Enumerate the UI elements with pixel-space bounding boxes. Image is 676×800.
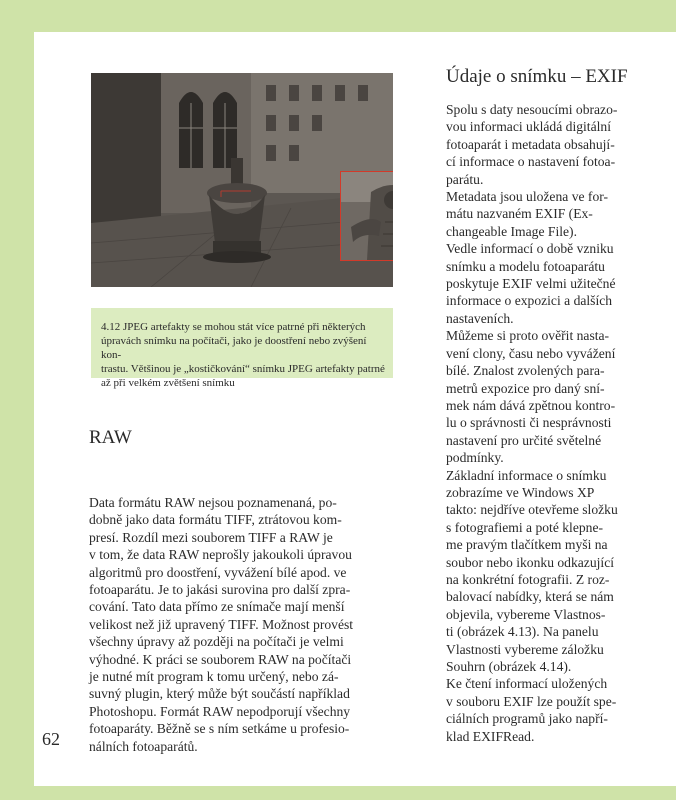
text-line: v souboru EXIF lze použít spe-	[446, 693, 617, 709]
text-line: zobrazíme ve Windows XP	[446, 484, 595, 500]
figure-caption	[101, 320, 385, 390]
text-line: Souhrn (obrázek 4.14).	[446, 659, 572, 674]
text-line: suvný plugin, který může být součástí například	[89, 686, 350, 702]
text-line: presí. Rozdíl mezi souborem TIFF a RAW je	[89, 529, 333, 545]
exif-paragraph	[446, 101, 676, 745]
raw-paragraph	[89, 494, 399, 755]
exif-heading: Údaje o snímku – EXIF	[446, 66, 628, 87]
text-line: klad EXIFRead.	[446, 728, 535, 744]
text-line: nálních fotoaparátů.	[89, 738, 198, 754]
text-line: podmínky.	[446, 450, 504, 466]
text-line: Základní informace o snímku	[446, 467, 607, 483]
text-line: informace o expozici a dalších	[446, 293, 613, 309]
page-number: 62	[42, 729, 60, 749]
text-line: v tom, že data RAW neprošly jakoukoli úpravou	[89, 547, 352, 563]
text-line: mátu nazvaném EXIF (Ex-	[446, 206, 593, 222]
text-line: parátu.	[446, 171, 484, 187]
text-line: ti (obrázek 4.13). Na panelu	[446, 624, 599, 640]
zoomed-detail-inset	[340, 171, 393, 261]
caption-line: až při velkém zvětšení snímku	[101, 377, 235, 389]
text-line: bílé. Znalost zvolených para-	[446, 363, 605, 379]
caption-line: úpravách snímku na počítači, jako je doostření nebo zvýšení kon-	[101, 335, 367, 361]
text-line: mek nám dává zpětnou kontro-	[446, 397, 616, 413]
text-line: cí informace o nastavení fotoa-	[446, 154, 616, 170]
text-line: cování. Tato data přímo ze snímače mají menší	[89, 599, 345, 615]
text-line: Metadata jsou uložena ve for-	[446, 189, 609, 205]
text-line: Photoshopu. Formát RAW nepodporují všechny	[89, 703, 351, 719]
text-line: vou informaci ukládá digitální	[446, 119, 611, 135]
text-line: výhodné. K práci se souborem RAW na počítači	[89, 651, 352, 667]
caption-line: trastu. Většinou je „kostičkování“ snímku JPEG artefakty patrné	[101, 363, 385, 375]
text-line: Vlastnosti vybereme záložku	[446, 641, 604, 657]
text-line: vení clony, času nebo vyvážení	[446, 345, 616, 361]
book-page	[34, 32, 676, 786]
figure-caption-box	[91, 308, 393, 389]
text-line: snímku a modelu fotoaparátu	[446, 258, 605, 274]
text-line: poskytuje EXIF velmi užitečné	[446, 276, 616, 292]
text-line: objevila, vybereme Vlastnos-	[446, 606, 606, 622]
text-line: velikost než již upravený TIFF. Možnost provést	[89, 616, 354, 632]
text-line: changeable Image File).	[446, 223, 577, 239]
text-line: všechny úpravy až později na počítači je velmi	[89, 634, 344, 650]
text-line: soubor nebo ikonku odkazující	[446, 554, 615, 570]
text-line: metrů expozice pro daný sní-	[446, 380, 605, 396]
text-line: s fotografiemi a poté klepne-	[446, 519, 604, 535]
text-line: takto: nejdříve otevřeme složku	[446, 502, 618, 518]
text-line: Ke čtení informací uložených	[446, 676, 608, 692]
text-line: lu o správnosti či nesprávnosti	[446, 415, 612, 431]
text-line: Spolu s daty nesoucími obrazo-	[446, 102, 618, 117]
text-line: dobně jako data formátu TIFF, ztrátovou kom-	[89, 512, 342, 528]
text-line: algoritmů pro doostření, vyvážení bílé apod. ve	[89, 564, 347, 580]
text-line: Můžeme si proto ověřit nasta-	[446, 328, 610, 344]
text-line: ciálních programů jako napří-	[446, 711, 608, 727]
text-line: na konkrétní fotografii. Z roz-	[446, 571, 610, 587]
text-line: fotoaparátu. Je to jakási surovina pro další zpra-	[89, 582, 351, 598]
text-line: nastaveních.	[446, 310, 514, 326]
text-line: nastavení pro určité světelné	[446, 432, 602, 448]
sculpture-detail	[341, 172, 393, 260]
text-line: balovací nabídky, která se nám	[446, 589, 614, 605]
text-line: me pravým tlačítkem myši na	[446, 537, 608, 553]
text-line: Data formátu RAW nejsou poznamenaná, po-	[89, 495, 337, 510]
courtyard-photo	[91, 73, 393, 287]
text-line: je nutné mít program k tomu určený, nebo zá-	[89, 669, 339, 685]
raw-heading: RAW	[89, 427, 132, 448]
text-line: fotoaparáty. Běžně se s ním setkáme u profesio-	[89, 721, 350, 737]
text-line: fotoaparát i metadata obsahují-	[446, 136, 615, 152]
caption-line: 4.12 JPEG artefakty se mohou stát více patrné při některých	[101, 321, 366, 333]
text-line: Vedle informací o době vzniku	[446, 241, 614, 257]
